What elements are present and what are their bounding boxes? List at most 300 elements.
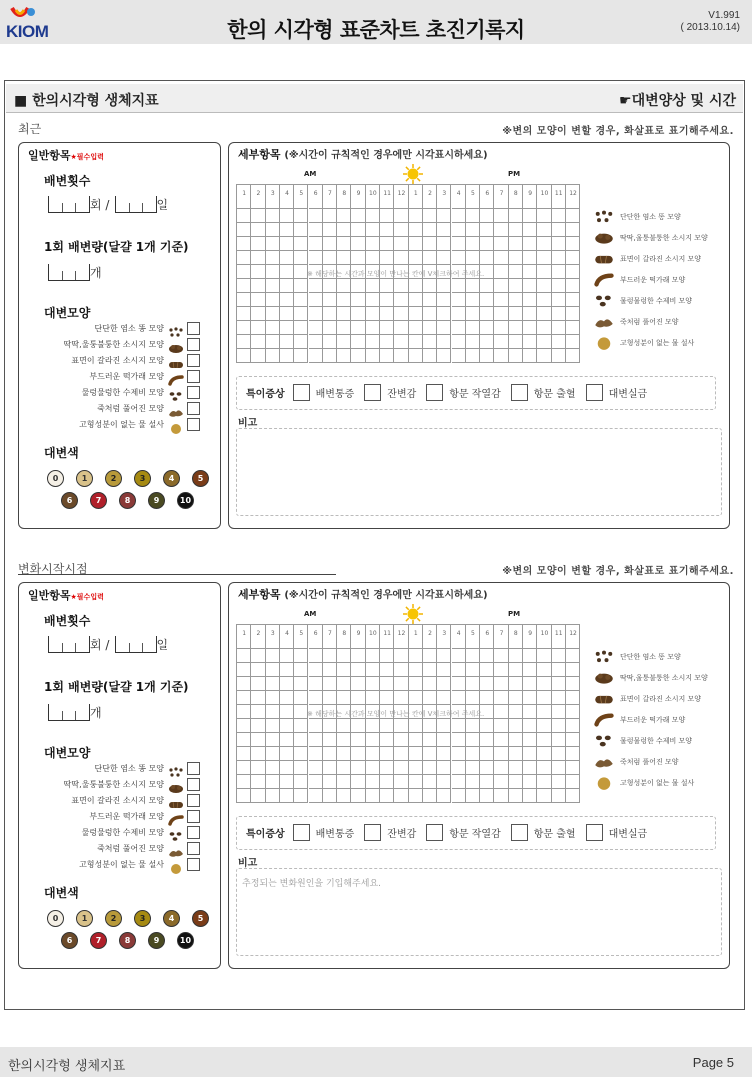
grid-cell[interactable] <box>366 307 380 321</box>
grid-cell[interactable] <box>480 775 494 789</box>
grid-cell[interactable] <box>466 719 480 733</box>
grid-cell[interactable] <box>552 719 566 733</box>
grid-cell[interactable] <box>552 349 566 363</box>
grid-cell[interactable] <box>423 663 437 677</box>
grid-cell[interactable] <box>537 223 551 237</box>
grid-cell[interactable] <box>351 775 365 789</box>
grid-cell[interactable] <box>437 293 451 307</box>
stool-color-6[interactable]: 6 <box>61 932 78 949</box>
grid-cell[interactable] <box>494 265 508 279</box>
grid-cell[interactable] <box>280 265 294 279</box>
grid-cell[interactable] <box>523 649 537 663</box>
grid-cell[interactable] <box>537 251 551 265</box>
grid-cell[interactable] <box>266 677 280 691</box>
grid-cell[interactable] <box>423 279 437 293</box>
stool-color-10[interactable]: 10 <box>177 932 194 949</box>
shape-checkbox[interactable] <box>187 810 200 823</box>
grid-cell[interactable] <box>466 209 480 223</box>
shape-checkbox[interactable] <box>187 778 200 791</box>
grid-cell[interactable] <box>380 279 394 293</box>
grid-cell[interactable] <box>523 349 537 363</box>
grid-cell[interactable] <box>237 349 251 363</box>
grid-cell[interactable] <box>552 307 566 321</box>
grid-cell[interactable] <box>466 663 480 677</box>
grid-cell[interactable] <box>251 293 265 307</box>
grid-cell[interactable] <box>237 789 251 803</box>
grid-cell[interactable] <box>251 335 265 349</box>
grid-cell[interactable] <box>294 789 308 803</box>
grid-cell[interactable] <box>351 251 365 265</box>
grid-cell[interactable] <box>423 649 437 663</box>
grid-cell[interactable] <box>509 293 523 307</box>
grid-cell[interactable] <box>509 733 523 747</box>
grid-cell[interactable] <box>394 279 408 293</box>
stool-color-9[interactable]: 9 <box>148 492 165 509</box>
grid-cell[interactable] <box>409 209 423 223</box>
grid-cell[interactable] <box>466 237 480 251</box>
grid-cell[interactable] <box>351 663 365 677</box>
grid-cell[interactable] <box>452 775 466 789</box>
shape-checkbox[interactable] <box>187 418 200 431</box>
amount-field[interactable] <box>48 264 90 281</box>
grid-cell[interactable] <box>494 705 508 719</box>
grid-cell[interactable] <box>494 209 508 223</box>
grid-cell[interactable] <box>237 209 251 223</box>
grid-cell[interactable] <box>423 209 437 223</box>
grid-cell[interactable] <box>566 251 580 265</box>
grid-cell[interactable] <box>566 677 580 691</box>
grid-cell[interactable] <box>266 719 280 733</box>
grid-cell[interactable] <box>480 237 494 251</box>
grid-cell[interactable] <box>537 691 551 705</box>
grid-cell[interactable] <box>323 349 337 363</box>
grid-cell[interactable] <box>309 789 323 803</box>
grid-cell[interactable] <box>552 321 566 335</box>
grid-cell[interactable] <box>294 747 308 761</box>
grid-cell[interactable] <box>437 251 451 265</box>
symptom-checkbox[interactable] <box>293 824 310 841</box>
grid-cell[interactable] <box>237 251 251 265</box>
grid-cell[interactable] <box>294 209 308 223</box>
grid-cell[interactable] <box>237 705 251 719</box>
grid-cell[interactable] <box>452 789 466 803</box>
grid-cell[interactable] <box>452 279 466 293</box>
grid-cell[interactable] <box>409 237 423 251</box>
grid-cell[interactable] <box>351 335 365 349</box>
grid-cell[interactable] <box>337 321 351 335</box>
grid-cell[interactable] <box>480 209 494 223</box>
grid-cell[interactable] <box>423 691 437 705</box>
grid-cell[interactable] <box>437 691 451 705</box>
grid-cell[interactable] <box>537 265 551 279</box>
grid-cell[interactable] <box>251 223 265 237</box>
grid-cell[interactable] <box>552 677 566 691</box>
grid-cell[interactable] <box>480 733 494 747</box>
grid-cell[interactable] <box>552 775 566 789</box>
grid-cell[interactable] <box>394 719 408 733</box>
grid-cell[interactable] <box>437 279 451 293</box>
grid-cell[interactable] <box>509 747 523 761</box>
stool-color-7[interactable]: 7 <box>90 932 107 949</box>
grid-cell[interactable] <box>537 719 551 733</box>
grid-cell[interactable] <box>294 251 308 265</box>
grid-cell[interactable] <box>466 307 480 321</box>
grid-cell[interactable] <box>523 307 537 321</box>
grid-cell[interactable] <box>509 307 523 321</box>
grid-cell[interactable] <box>366 237 380 251</box>
symptom-checkbox[interactable] <box>586 384 603 401</box>
grid-cell[interactable] <box>494 733 508 747</box>
grid-cell[interactable] <box>394 251 408 265</box>
grid-cell[interactable] <box>366 251 380 265</box>
stool-color-5[interactable]: 5 <box>192 470 209 487</box>
grid-cell[interactable] <box>351 223 365 237</box>
grid-cell[interactable] <box>537 349 551 363</box>
grid-cell[interactable] <box>266 649 280 663</box>
grid-cell[interactable] <box>323 307 337 321</box>
grid-cell[interactable] <box>366 719 380 733</box>
grid-cell[interactable] <box>480 251 494 265</box>
grid-cell[interactable] <box>423 719 437 733</box>
grid-cell[interactable] <box>394 789 408 803</box>
grid-cell[interactable] <box>452 733 466 747</box>
shape-checkbox[interactable] <box>187 842 200 855</box>
grid-cell[interactable] <box>237 335 251 349</box>
grid-cell[interactable] <box>509 719 523 733</box>
grid-cell[interactable] <box>251 279 265 293</box>
grid-cell[interactable] <box>466 677 480 691</box>
grid-cell[interactable] <box>537 649 551 663</box>
grid-cell[interactable] <box>394 335 408 349</box>
grid-cell[interactable] <box>537 209 551 223</box>
grid-cell[interactable] <box>251 691 265 705</box>
grid-cell[interactable] <box>394 677 408 691</box>
grid-cell[interactable] <box>494 321 508 335</box>
grid-cell[interactable] <box>309 279 323 293</box>
grid-cell[interactable] <box>566 789 580 803</box>
grid-cell[interactable] <box>380 691 394 705</box>
grid-cell[interactable] <box>280 279 294 293</box>
grid-cell[interactable] <box>423 733 437 747</box>
grid-cell[interactable] <box>466 761 480 775</box>
grid-cell[interactable] <box>394 223 408 237</box>
grid-cell[interactable] <box>437 321 451 335</box>
grid-cell[interactable] <box>237 307 251 321</box>
grid-cell[interactable] <box>452 293 466 307</box>
grid-cell[interactable] <box>294 237 308 251</box>
grid-cell[interactable] <box>566 349 580 363</box>
grid-cell[interactable] <box>523 775 537 789</box>
grid-cell[interactable] <box>394 307 408 321</box>
grid-cell[interactable] <box>552 279 566 293</box>
grid-cell[interactable] <box>552 789 566 803</box>
grid-cell[interactable] <box>380 321 394 335</box>
symptom-checkbox[interactable] <box>293 384 310 401</box>
grid-cell[interactable] <box>266 349 280 363</box>
stool-color-10[interactable]: 10 <box>177 492 194 509</box>
grid-cell[interactable] <box>237 265 251 279</box>
grid-cell[interactable] <box>351 279 365 293</box>
grid-cell[interactable] <box>509 335 523 349</box>
grid-cell[interactable] <box>523 251 537 265</box>
grid-cell[interactable] <box>337 307 351 321</box>
grid-cell[interactable] <box>537 733 551 747</box>
grid-cell[interactable] <box>494 663 508 677</box>
grid-cell[interactable] <box>552 733 566 747</box>
grid-cell[interactable] <box>466 321 480 335</box>
grid-cell[interactable] <box>380 223 394 237</box>
grid-cell[interactable] <box>266 237 280 251</box>
grid-cell[interactable] <box>351 307 365 321</box>
grid-cell[interactable] <box>409 747 423 761</box>
grid-cell[interactable] <box>280 691 294 705</box>
grid-cell[interactable] <box>437 335 451 349</box>
grid-cell[interactable] <box>409 307 423 321</box>
grid-cell[interactable] <box>423 237 437 251</box>
grid-cell[interactable] <box>366 663 380 677</box>
stool-color-1[interactable]: 1 <box>76 910 93 927</box>
grid-cell[interactable] <box>466 649 480 663</box>
grid-cell[interactable] <box>552 209 566 223</box>
grid-cell[interactable] <box>523 761 537 775</box>
grid-cell[interactable] <box>280 761 294 775</box>
grid-cell[interactable] <box>537 321 551 335</box>
grid-cell[interactable] <box>466 251 480 265</box>
grid-cell[interactable] <box>380 237 394 251</box>
grid-cell[interactable] <box>280 719 294 733</box>
grid-cell[interactable] <box>537 761 551 775</box>
grid-cell[interactable] <box>280 677 294 691</box>
grid-cell[interactable] <box>480 293 494 307</box>
grid-cell[interactable] <box>294 279 308 293</box>
grid-cell[interactable] <box>423 677 437 691</box>
grid-cell[interactable] <box>494 719 508 733</box>
grid-cell[interactable] <box>380 733 394 747</box>
grid-cell[interactable] <box>480 349 494 363</box>
grid-cell[interactable] <box>494 279 508 293</box>
grid-cell[interactable] <box>380 677 394 691</box>
grid-cell[interactable] <box>309 733 323 747</box>
stool-color-7[interactable]: 7 <box>90 492 107 509</box>
grid-cell[interactable] <box>251 649 265 663</box>
grid-cell[interactable] <box>337 775 351 789</box>
grid-cell[interactable] <box>552 649 566 663</box>
grid-cell[interactable] <box>466 293 480 307</box>
grid-cell[interactable] <box>480 663 494 677</box>
grid-cell[interactable] <box>566 649 580 663</box>
remark-textarea[interactable] <box>236 428 722 516</box>
grid-cell[interactable] <box>423 307 437 321</box>
grid-cell[interactable] <box>280 705 294 719</box>
grid-cell[interactable] <box>351 321 365 335</box>
grid-cell[interactable] <box>423 223 437 237</box>
grid-cell[interactable] <box>337 649 351 663</box>
symptom-checkbox[interactable] <box>426 384 443 401</box>
grid-cell[interactable] <box>494 335 508 349</box>
shape-checkbox[interactable] <box>187 858 200 871</box>
grid-cell[interactable] <box>294 321 308 335</box>
grid-cell[interactable] <box>366 349 380 363</box>
grid-cell[interactable] <box>237 321 251 335</box>
grid-cell[interactable] <box>323 251 337 265</box>
stool-color-8[interactable]: 8 <box>119 492 136 509</box>
frequency-days-field[interactable] <box>115 196 157 213</box>
grid-cell[interactable] <box>323 719 337 733</box>
grid-cell[interactable] <box>394 293 408 307</box>
grid-cell[interactable] <box>466 775 480 789</box>
grid-cell[interactable] <box>309 335 323 349</box>
grid-cell[interactable] <box>409 761 423 775</box>
grid-cell[interactable] <box>251 747 265 761</box>
stool-color-2[interactable]: 2 <box>105 470 122 487</box>
grid-cell[interactable] <box>323 733 337 747</box>
grid-cell[interactable] <box>237 719 251 733</box>
grid-cell[interactable] <box>452 677 466 691</box>
grid-cell[interactable] <box>366 335 380 349</box>
grid-cell[interactable] <box>523 223 537 237</box>
grid-cell[interactable] <box>509 321 523 335</box>
grid-cell[interactable] <box>380 747 394 761</box>
grid-cell[interactable] <box>480 761 494 775</box>
grid-cell[interactable] <box>537 237 551 251</box>
grid-cell[interactable] <box>552 223 566 237</box>
grid-cell[interactable] <box>509 663 523 677</box>
grid-cell[interactable] <box>294 677 308 691</box>
grid-cell[interactable] <box>394 237 408 251</box>
grid-cell[interactable] <box>423 293 437 307</box>
grid-cell[interactable] <box>523 321 537 335</box>
grid-cell[interactable] <box>280 321 294 335</box>
grid-cell[interactable] <box>366 649 380 663</box>
grid-cell[interactable] <box>294 663 308 677</box>
grid-cell[interactable] <box>280 775 294 789</box>
grid-cell[interactable] <box>380 789 394 803</box>
grid-cell[interactable] <box>351 691 365 705</box>
stool-color-2[interactable]: 2 <box>105 910 122 927</box>
grid-cell[interactable] <box>323 209 337 223</box>
stool-color-3[interactable]: 3 <box>134 910 151 927</box>
grid-cell[interactable] <box>280 251 294 265</box>
grid-cell[interactable] <box>251 761 265 775</box>
grid-cell[interactable] <box>437 761 451 775</box>
grid-cell[interactable] <box>351 349 365 363</box>
grid-cell[interactable] <box>323 335 337 349</box>
grid-cell[interactable] <box>409 649 423 663</box>
grid-cell[interactable] <box>337 789 351 803</box>
grid-cell[interactable] <box>351 789 365 803</box>
grid-cell[interactable] <box>523 705 537 719</box>
grid-cell[interactable] <box>537 307 551 321</box>
grid-cell[interactable] <box>351 209 365 223</box>
grid-cell[interactable] <box>266 265 280 279</box>
grid-cell[interactable] <box>523 279 537 293</box>
grid-cell[interactable] <box>437 223 451 237</box>
grid-cell[interactable] <box>294 761 308 775</box>
grid-cell[interactable] <box>494 761 508 775</box>
grid-cell[interactable] <box>237 649 251 663</box>
grid-cell[interactable] <box>280 307 294 321</box>
grid-cell[interactable] <box>266 705 280 719</box>
grid-cell[interactable] <box>566 223 580 237</box>
grid-cell[interactable] <box>309 349 323 363</box>
frequency-times-field[interactable] <box>48 636 90 653</box>
grid-cell[interactable] <box>423 747 437 761</box>
grid-cell[interactable] <box>237 663 251 677</box>
grid-cell[interactable] <box>237 691 251 705</box>
grid-cell[interactable] <box>266 789 280 803</box>
grid-cell[interactable] <box>394 349 408 363</box>
grid-cell[interactable] <box>266 293 280 307</box>
grid-cell[interactable] <box>523 293 537 307</box>
grid-cell[interactable] <box>266 307 280 321</box>
grid-cell[interactable] <box>323 279 337 293</box>
grid-cell[interactable] <box>437 209 451 223</box>
grid-cell[interactable] <box>337 691 351 705</box>
grid-cell[interactable] <box>537 747 551 761</box>
shape-checkbox[interactable] <box>187 386 200 399</box>
stool-color-9[interactable]: 9 <box>148 932 165 949</box>
grid-cell[interactable] <box>409 279 423 293</box>
grid-cell[interactable] <box>494 223 508 237</box>
grid-cell[interactable] <box>523 335 537 349</box>
stool-color-0[interactable]: 0 <box>47 910 64 927</box>
grid-cell[interactable] <box>323 691 337 705</box>
grid-cell[interactable] <box>566 335 580 349</box>
grid-cell[interactable] <box>394 733 408 747</box>
grid-cell[interactable] <box>280 649 294 663</box>
grid-cell[interactable] <box>337 293 351 307</box>
grid-cell[interactable] <box>337 719 351 733</box>
grid-cell[interactable] <box>323 761 337 775</box>
grid-cell[interactable] <box>237 761 251 775</box>
symptom-checkbox[interactable] <box>364 384 381 401</box>
grid-cell[interactable] <box>437 663 451 677</box>
grid-cell[interactable] <box>494 237 508 251</box>
grid-cell[interactable] <box>266 209 280 223</box>
grid-cell[interactable] <box>323 747 337 761</box>
grid-cell[interactable] <box>251 265 265 279</box>
grid-cell[interactable] <box>309 307 323 321</box>
grid-cell[interactable] <box>266 223 280 237</box>
grid-cell[interactable] <box>480 677 494 691</box>
grid-cell[interactable] <box>251 789 265 803</box>
symptom-checkbox[interactable] <box>511 824 528 841</box>
grid-cell[interactable] <box>552 237 566 251</box>
grid-cell[interactable] <box>494 251 508 265</box>
grid-cell[interactable] <box>366 321 380 335</box>
grid-cell[interactable] <box>251 321 265 335</box>
grid-cell[interactable] <box>280 237 294 251</box>
grid-cell[interactable] <box>437 719 451 733</box>
grid-cell[interactable] <box>380 663 394 677</box>
grid-cell[interactable] <box>351 237 365 251</box>
grid-cell[interactable] <box>380 209 394 223</box>
grid-cell[interactable] <box>537 705 551 719</box>
grid-cell[interactable] <box>552 335 566 349</box>
shape-checkbox[interactable] <box>187 338 200 351</box>
stool-color-4[interactable]: 4 <box>163 910 180 927</box>
grid-cell[interactable] <box>409 691 423 705</box>
grid-cell[interactable] <box>380 775 394 789</box>
grid-cell[interactable] <box>380 307 394 321</box>
grid-cell[interactable] <box>494 747 508 761</box>
grid-cell[interactable] <box>309 321 323 335</box>
grid-cell[interactable] <box>366 761 380 775</box>
grid-cell[interactable] <box>509 775 523 789</box>
grid-cell[interactable] <box>323 663 337 677</box>
grid-cell[interactable] <box>251 677 265 691</box>
grid-cell[interactable] <box>351 649 365 663</box>
